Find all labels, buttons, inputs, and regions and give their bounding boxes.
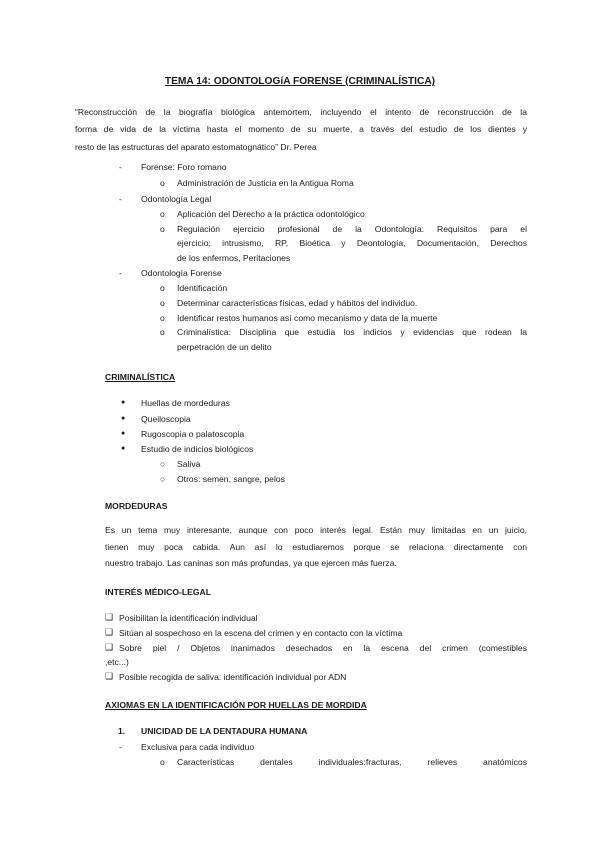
subsection-heading-unicidad: UNICIDAD DE LA DENTADURA HUMANA <box>141 726 308 736</box>
checkbox-item: ❑ Sitúan al sospechoso en la escena del crimen y en contacto con la víctima <box>119 628 402 638</box>
quote-line: forma de vida de la víctima hasta el momento de su muerte, a través del estudio de los dientes y <box>75 124 527 135</box>
bullet-item: ● Huellas de mordeduras <box>141 398 230 408</box>
outline-subitem-continuation: perpetración de un delito <box>177 342 272 352</box>
checkbox-item-continuation: ,etc...) <box>105 657 129 667</box>
section-heading-interes: INTERÉS MÉDICO-LEGAL <box>105 587 211 597</box>
paragraph-line: tienen muy poca cabida. Aun así lo estudiaremos porque se relaciona directamente con <box>105 542 527 552</box>
quote-line: resto de las estructuras del aparato estomatognático” Dr. Perea <box>75 141 317 152</box>
outline-item-forense-odontologia: - Odontología Forense <box>141 268 222 278</box>
outline-item-legal: - Odontología Legal <box>141 194 211 204</box>
outline-subitem-continuation: de los enfermos, Peritaciones <box>177 253 291 263</box>
outline-subitem: o Criminalística: Disciplina que estudia los indicios y evidencias que rodean la <box>177 327 527 337</box>
outline-subitem: o Identificar restos humanos así como mecanismo y data de la muerte <box>177 313 437 323</box>
page-title: TEMA 14: ODONTOLOGíA FORENSE (CRIMINALÍSTICA) <box>164 76 436 87</box>
outline-subitem: o Administración de Justicia en la Antigua Roma <box>177 178 354 188</box>
bullet-item: ● Rugoscopia o palatoscopia <box>141 429 244 439</box>
paragraph-line: nuestro trabajo. Las caninas son más profundas, ya que ejercen más fuerza. <box>105 558 397 568</box>
section-heading-mordeduras: MORDEDURAS <box>105 501 168 511</box>
bullet-item: ● Queiloscopia <box>141 414 191 424</box>
bullet-subitem: ○ Saliva <box>177 459 200 469</box>
outline-item-forense: - Forense: Foro romano <box>141 162 227 172</box>
numbered-marker: 1. <box>118 726 126 736</box>
outline-subitem: o Regulación ejercicio profesional de la Odontología: Requisitos para el <box>177 224 527 234</box>
checkbox-item: ❑ Posibilitan la identificación individual <box>119 613 258 623</box>
intro-quote <box>75 104 527 156</box>
section-heading-criminalistica: CRIMINALÍSTICA <box>105 372 176 382</box>
checkbox-item: ❑ Posible recogida de saliva: identificación individual por ADN <box>119 672 346 682</box>
outline-subitem: o Características dentales individuales:fracturas, relieves anatómicos <box>177 757 527 767</box>
outline-item: - Exclusiva para cada individuo <box>141 742 254 752</box>
bullet-item: ● Estudio de indicios biológicos <box>141 444 253 454</box>
paragraph-line: Es un tema muy interesante, aunque con poco interés legal. Están muy limitadas en un juicio, <box>105 525 527 535</box>
outline-subitem: o Aplicación del Derecho a la práctica odontológico <box>177 209 365 219</box>
quote-line: “Reconstrucción de la biografía biológica antemortem, incluyendo el intento de reconstrucción de la <box>75 107 527 117</box>
outline-subitem-continuation: ejercicio: intrusismo, RP, Bioética y Deontología, Documentación, Derechos <box>177 238 527 248</box>
outline-subitem: o Identificación <box>177 283 227 293</box>
outline-subitem: o Determinar características físicas, edad y hábitos del individuo. <box>177 298 417 308</box>
checkbox-item: ❑ Sobre piel / Objetos inanimados desechados en la escena del crimen (comestibles <box>119 643 527 653</box>
section-heading-axiomas: AXIOMAS EN LA IDENTIFICACIÓN POR HUELLAS DE MORDIDA <box>105 700 367 710</box>
bullet-subitem: ○ Otros: semen, sangre, pelos <box>177 474 285 484</box>
